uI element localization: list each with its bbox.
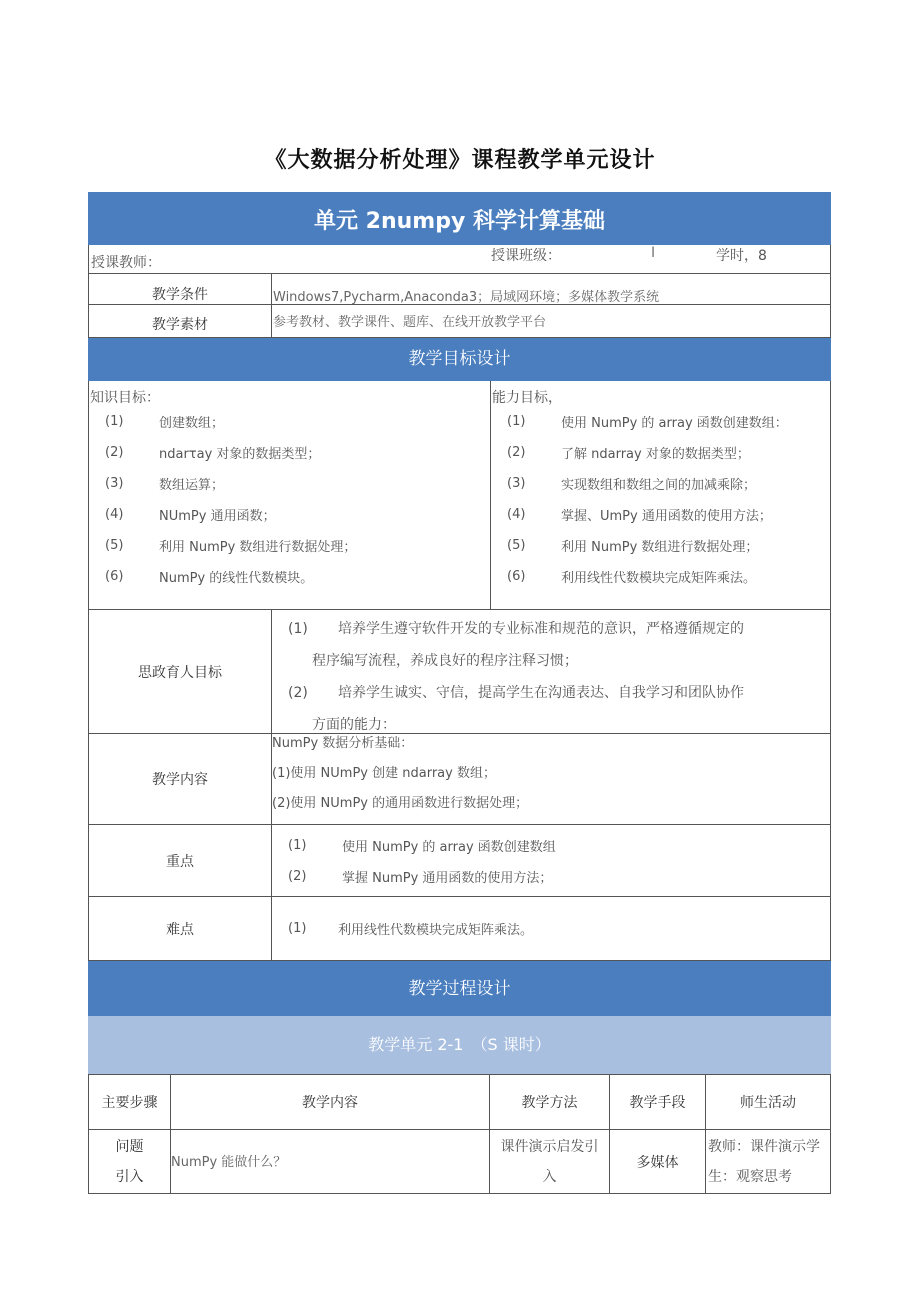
objective-text: 实现数组和数组之间的加减乘除； [561,478,757,493]
objective-text: ndarτay 对象的数据类型； [159,447,321,462]
content-line-1: NumPy 数据分析基础： [272,736,414,751]
process-method-b: 入 [542,1169,557,1185]
process-step [89,1130,171,1193]
knowledge-objectives [89,381,491,609]
keypoint-num: (1) [288,838,307,853]
materials-value: 参考教材、教学课件、题库、在线开放教学平台 [273,315,547,330]
difficulty-label: 难点 [89,897,272,960]
unit-title-band [88,192,831,245]
process-activity-a: 教师：课件演示学 [708,1139,820,1155]
objective-item [491,530,830,561]
knowledge-title: 知识目标： [90,390,160,406]
ability-list [491,406,830,592]
ideology-p2-line1 [272,677,830,709]
keypoint-text: 掌握 NumPy 通用函数的使用方法； [342,871,553,886]
objective-num: (6) [105,569,124,584]
objective-text: NumPy 的线性代数模块。 [159,571,314,586]
objectives-band [88,338,831,381]
col-content: 教学内容 [171,1075,490,1129]
ideology-p1-num: (1) [288,621,308,637]
col-method: 教学方法 [490,1075,610,1129]
materials-row [88,305,831,338]
objective-num: (4) [105,507,124,522]
keypoint-item [272,861,830,892]
objectives-header: 教学目标设计 [408,349,511,369]
process-content: NumPy 能做什么？ [171,1130,490,1193]
col-activity: 师生活动 [740,1095,796,1111]
objective-item [89,499,490,530]
objective-num: (6) [507,569,526,584]
process-row [88,1130,831,1194]
process-method [490,1130,610,1193]
keypoints-row [88,825,831,897]
objective-text: 了解 ndarray 对象的数据类型； [561,447,750,462]
objective-text: 数组运算； [159,478,225,493]
process-header: 教学过程设计 [408,979,511,999]
process-method-a: 课件演示启发引 [500,1139,599,1155]
objectives-row [88,381,831,610]
difficulty-item [272,913,533,944]
objective-text: 利用 NumPy 数组进行数据处理； [561,540,759,555]
unit-design-table [88,192,831,1194]
col-means: 教学手段 [610,1075,706,1129]
objective-text: 掌握、UmPy 通用函数的使用方法； [561,509,772,524]
process-columns-row [88,1074,831,1130]
objective-text: NUmPy 通用函数； [159,509,276,524]
difficulty-list [272,897,830,960]
knowledge-list [89,406,490,592]
ideology-p2-line2: 方面的能力： [312,717,396,733]
objective-text: 利用线性代数模块完成矩阵乘法。 [561,571,757,586]
objective-num: (1) [105,414,124,429]
conditions-label: 教学条件 [89,274,272,304]
keypoints-label: 重点 [89,825,272,896]
objective-text: 使用 NumPy 的 array 函数创建数组： [561,416,788,431]
process-band [88,961,831,1016]
objective-item [491,561,830,592]
difficulty-text: 利用线性代数模块完成矩阵乘法。 [338,923,534,938]
objective-num: (5) [105,538,124,553]
keypoint-item [272,830,830,861]
conditions-row [88,274,831,305]
difficulty-num: (1) [288,921,307,936]
objective-item [89,468,490,499]
content-line-2: (1)使用 NUmPy 创建 ndarray 数组； [272,766,496,781]
objective-item [89,406,490,437]
process-subband [88,1016,831,1074]
objective-num: (2) [507,445,526,460]
difficulty-row [88,897,831,961]
keypoint-text: 使用 NumPy 的 array 函数创建数组 [342,840,556,855]
objective-num: (3) [105,476,124,491]
unit-title: 单元 2numpy 科学计算基础 [314,209,605,234]
process-subheader: 教学单元 2-1 （S 课时） [368,1035,551,1054]
ability-title: 能力目标， [492,390,562,406]
objective-num: (2) [105,445,124,460]
process-step-b: 引入 [115,1169,144,1185]
objective-text: 利用 NumPy 数组进行数据处理； [159,540,357,555]
ability-objectives [491,381,830,609]
objective-item [491,499,830,530]
process-activity-b: 生：观察思考 [708,1169,792,1185]
ideology-text [272,610,830,733]
teacher-class-row [88,245,831,274]
keypoint-num: (2) [288,869,307,884]
objective-item [491,406,830,437]
keypoints-list [272,825,830,896]
process-activity [706,1130,830,1193]
content-label: 教学内容 [89,734,272,824]
content-line-3: (2)使用 NUmPy 的通用函数进行数据处理； [272,796,529,811]
hours-value: 学时，8 [716,248,767,264]
objective-item [89,437,490,468]
process-means: 多媒体 [610,1130,706,1193]
objective-num: (1) [507,414,526,429]
ideology-p2-text-a: 培养学生诚实、守信，提高学生在沟通表达、自我学习和团队协作 [338,685,744,701]
ideology-p1-text-a: 培养学生遵守软件开发的专业标准和规范的意识，严格遵循规定的 [338,621,744,637]
document-title: 《大数据分析处理》课程教学单元设计 [264,148,656,173]
objective-item [491,437,830,468]
conditions-value: Windows7,Pycharm,Anaconda3；局域网环境；多媒体教学系统 [273,290,660,305]
class-label: 授课班级： [491,248,561,264]
objective-num: (4) [507,507,526,522]
process-step-a: 问题 [115,1139,144,1155]
objective-num: (5) [507,538,526,553]
class-value: I [651,245,656,261]
ideology-p2-num: (2) [288,685,308,701]
objective-item [89,561,490,592]
col-step: 主要步骤 [89,1075,171,1129]
ideology-label: 思政育人目标 [89,610,272,733]
content-row [88,734,831,825]
objective-num: (3) [507,476,526,491]
ideology-p1-line1 [272,613,830,645]
objective-text: 创建数组； [159,416,225,431]
ideology-p1-line2: 程序编写流程，养成良好的程序注释习惯； [312,653,578,669]
materials-label: 教学素材 [89,305,272,337]
objective-item [491,468,830,499]
objective-item [89,530,490,561]
teacher-label: 授课教师： [91,255,161,271]
ideology-row [88,610,831,734]
content-lines [272,734,830,824]
